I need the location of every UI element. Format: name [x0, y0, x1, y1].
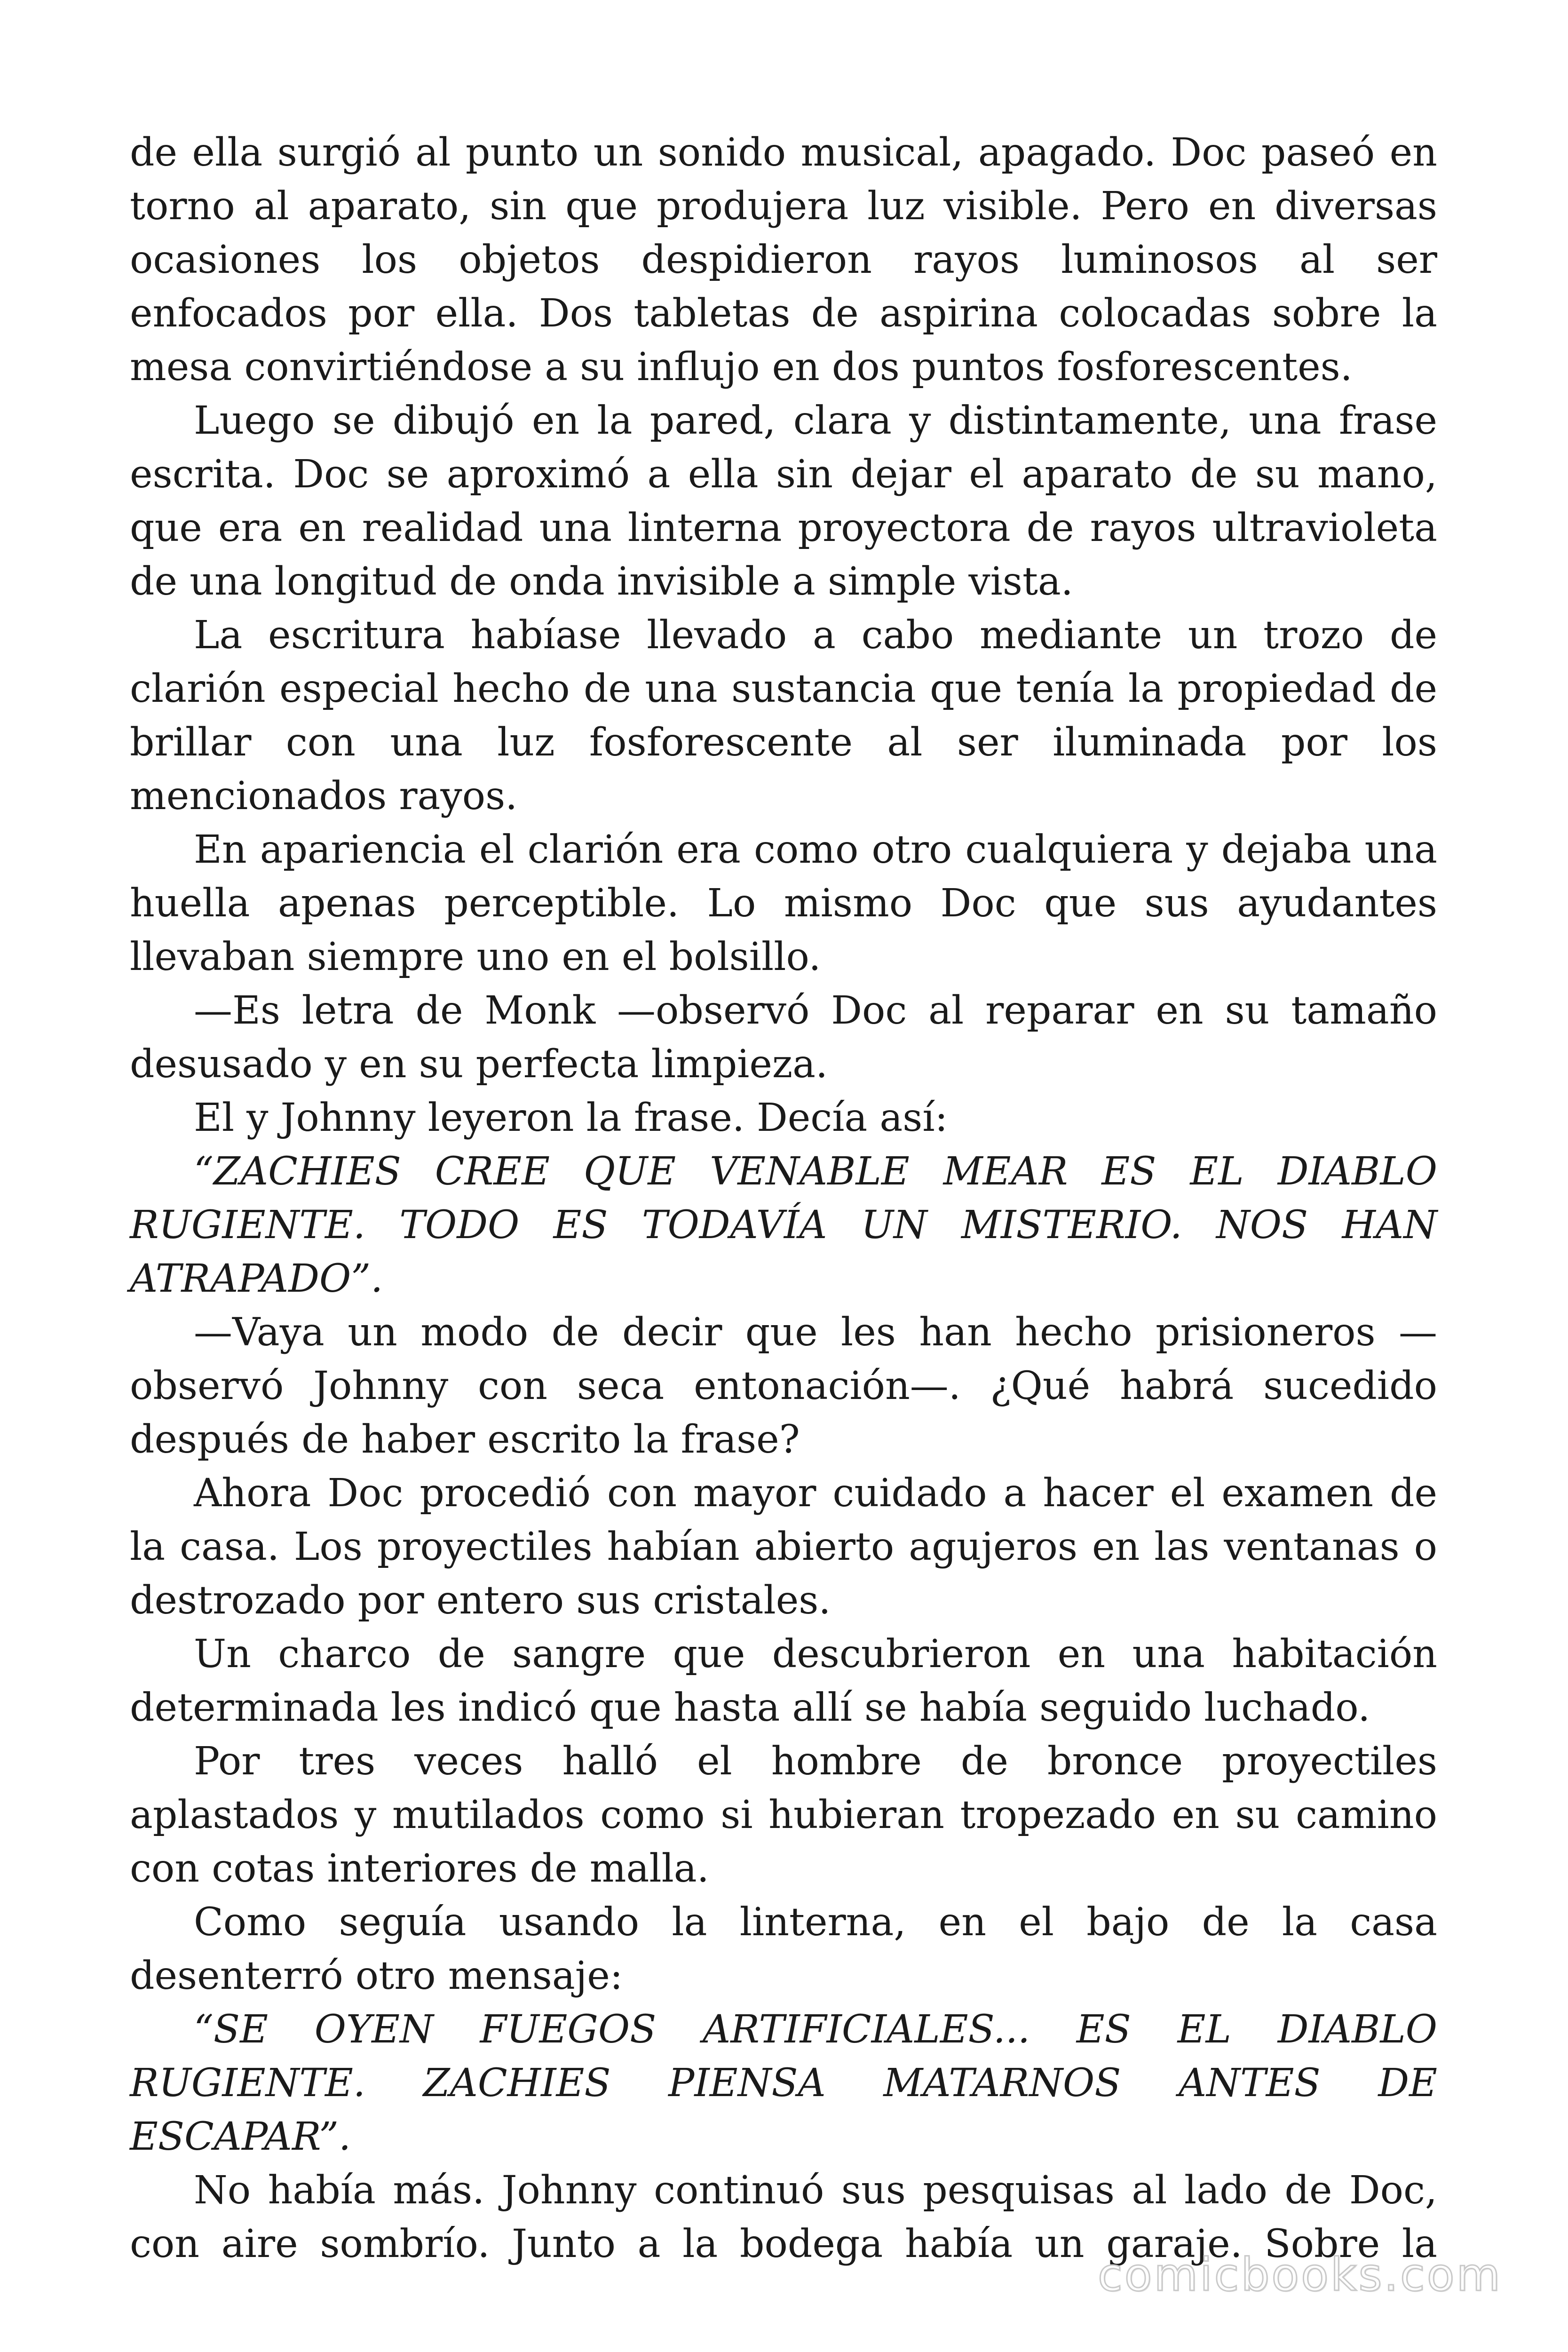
- paragraph: Por tres veces halló el hombre de bronce proyectiles aplastados y mutilados como si hubieran tropezado en su camino con cotas interiores de malla.: [130, 1739, 1437, 1891]
- quoted-message: “SE OYEN FUEGOS ARTIFICIALES... ES EL DIABLO RUGIENTE. ZACHIES PIENSA MATARNOS ANTES DE ESCAPAR”.: [130, 2007, 1437, 2159]
- paragraph: —Es letra de Monk —observó Doc al reparar en su tamaño desusado y en su perfecta limpieza.: [130, 988, 1437, 1087]
- watermark: comicbooks.com: [1097, 2249, 1502, 2301]
- quoted-message: “ZACHIES CREE QUE VENABLE MEAR ES EL DIABLO RUGIENTE. TODO ES TODAVÍA UN MISTERIO. NOS HAN ATRAPADO”.: [130, 1149, 1437, 1301]
- paragraph: La escritura habíase llevado a cabo mediante un trozo de clarión especial hecho de una sustancia que tenía la propiedad de brillar con una luz fosforescente al ser iluminada por los mencionados rayos.: [130, 613, 1437, 818]
- paragraph: Ahora Doc procedió con mayor cuidado a hacer el examen de la casa. Los proyectiles habían abierto agujeros en las ventanas o destrozado por entero sus cristales.: [130, 1471, 1437, 1623]
- paragraph: En apariencia el clarión era como otro cualquiera y dejaba una huella apenas perceptible. Lo mismo Doc que sus ayudantes llevaban siempre uno en el bolsillo.: [130, 827, 1437, 979]
- paragraph: Un charco de sangre que descubrieron en una habitación determinada les indicó que hasta allí se había seguido luchado.: [130, 1632, 1437, 1730]
- paragraph: El y Johnny leyeron la frase. Decía así:: [194, 1096, 948, 1140]
- paragraph: —Vaya un modo de decir que les han hecho prisioneros — observó Johnny con seca entonación—. ¿Qué habrá sucedido después de haber escrito la frase?: [130, 1310, 1437, 1462]
- paragraph: de ella surgió al punto un sonido musical, apagado. Doc paseó en torno al aparato, sin que produjera luz visible. Pero en diversas ocasiones los objetos despidieron rayos luminosos al ser enfocados por ella. Dos tabletas de aspirina colocadas sobre la mesa convirtiéndose a su influjo en dos puntos fosforescentes.: [130, 130, 1437, 389]
- page-body: [130, 126, 1437, 2271]
- paragraph: Luego se dibujó en la pared, clara y distintamente, una frase escrita. Doc se aproximó a ella sin dejar el aparato de su mano, que era en realidad una linterna proyectora de rayos ultravioleta de una longitud de onda invisible a simple vista.: [130, 398, 1437, 604]
- paragraph: No había más. Johnny continuó sus pesquisas al lado de Doc, con aire sombrío. Junto a la bodega había un garaje. Sobre la: [130, 2168, 1437, 2266]
- paragraph: Como seguía usando la linterna, en el bajo de la casa desenterró otro mensaje:: [130, 1900, 1437, 1998]
